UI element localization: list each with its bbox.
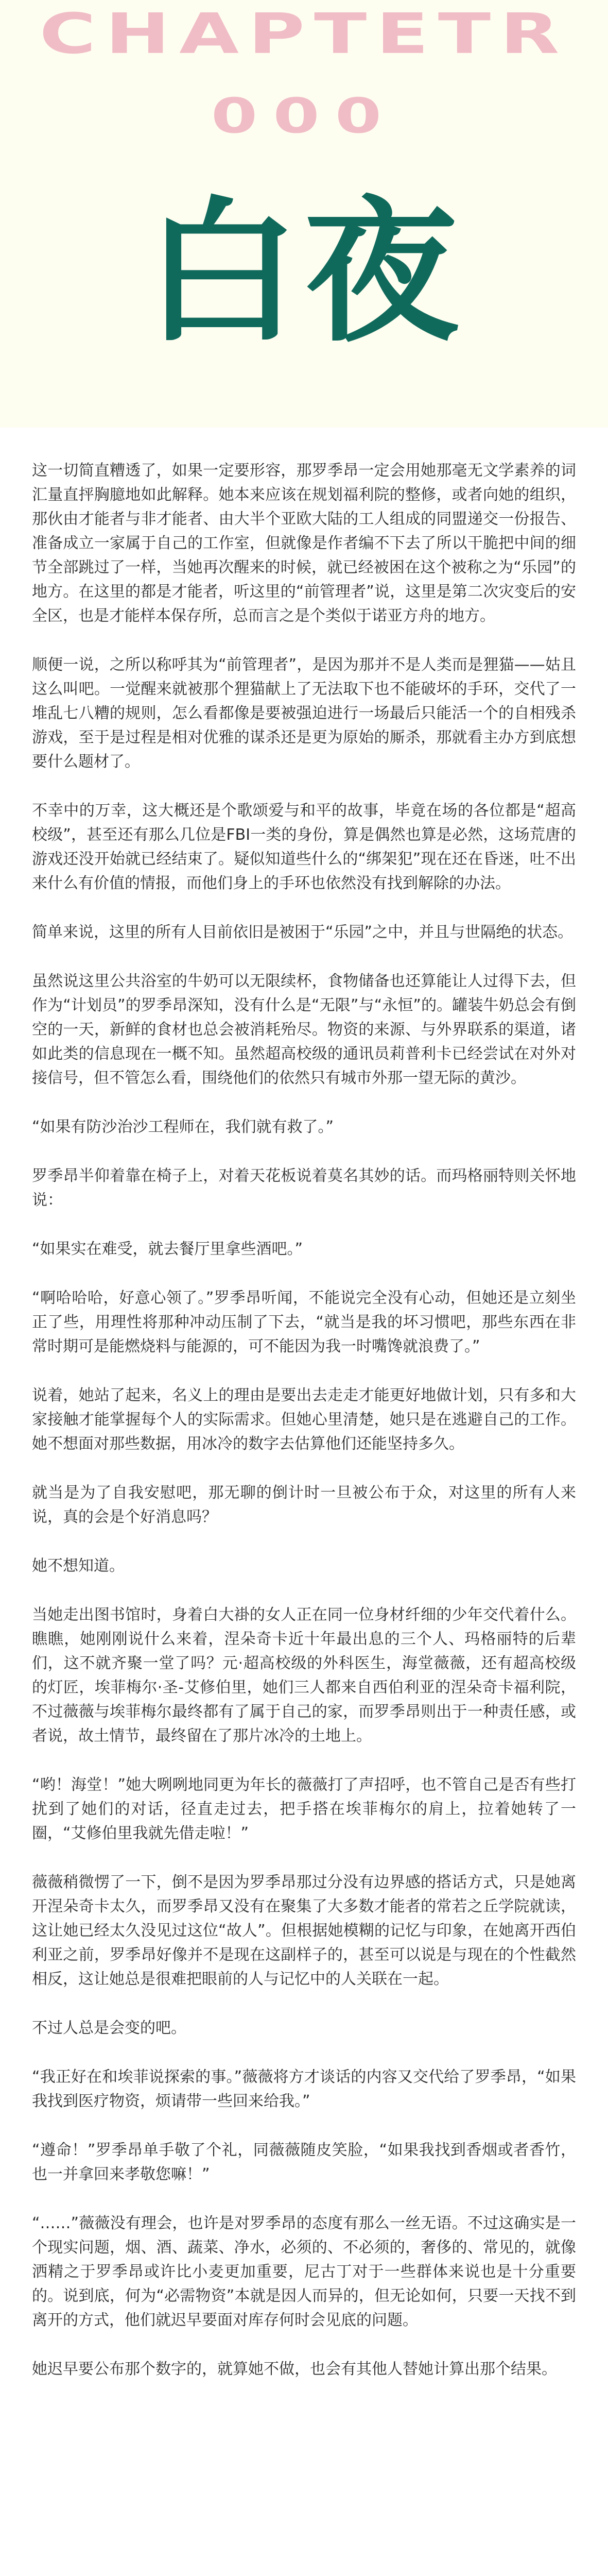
story-paragraph: 罗季昂半仰着靠在椅子上，对着天花板说着莫名其妙的话。而玛格丽特则关怀地说： xyxy=(32,1167,576,1209)
story-paragraph: 不幸中的万幸，这大概还是个歌颂爱与和平的故事，毕竟在场的各位都是“超高校级”，甚至还有那么几位是FBI一类的身份，算是偶然也算是必然，这场荒唐的游戏还没开始就已经结束了。疑似知道些什么的“绑架犯”现在还在昏迷，吐不出来什么有价值的情报，而他们身上的手环也依然没有找到解除的办法。 xyxy=(32,802,576,892)
story-paragraph: 顺便一说，之所以称呼其为“前管理者”，是因为那并不是人类而是狸猫——姑且这么叫吧。一觉醒来就被那个狸猫献上了无法取下也不能破坏的手环，交代了一堆乱七八糟的规则，怎么看都像是要被强迫进行一场最后只能活一个的自相残杀游戏，至于是过程是相对优雅的谋杀还是更为原始的厮杀，那就看主办方到底想要什么题材了。 xyxy=(32,656,576,771)
chapter-label: CHAPTETR xyxy=(39,2,569,66)
story-paragraph: 就当是为了自我安慰吧，那无聊的倒计时一旦被公布于众，对这里的所有人来说，真的会是个好消息吗？ xyxy=(32,1484,576,1526)
story-paragraph: 她迟早要公布那个数字的，就算她不做，也会有其他人替她计算出那个结果。 xyxy=(32,2360,557,2378)
story-paragraph: “遵命！”罗季昂单手敬了个礼，同薇薇随皮笑脸，“如果我找到香烟或者香竹，也一并拿回来孝敬您嘛！” xyxy=(32,2141,576,2183)
chapter-header xyxy=(0,0,608,428)
chapter-number: 000 xyxy=(211,88,397,144)
story-paragraph: 简单来说，这里的所有人目前依旧是被困于“乐园”之中，并且与世隔绝的状态。 xyxy=(32,923,574,941)
story-paragraph: 她不想知道。 xyxy=(32,1557,125,1575)
story-paragraph: 虽然说这里公共浴室的牛奶可以无限续杯，食物储备也还算能让人过得下去，但作为“计划员”的罗季昂深知，没有什么是“无限”与“永恒”的。罐装牛奶总会有倒空的一天，新鲜的食材也总会被消耗殆尽。物资的来源、与外界联系的渠道，诸如此类的信息现在一概不知。虽然超高校级的通讯员莉普利卡已经尝试在对外对接信号，但不管怎么看，围绕他们的依然只有城市外那一望无际的黄沙。 xyxy=(32,972,576,1087)
story-paragraph: “我正好在和埃菲说探索的事。”薇薇将方才谈话的内容又交代给了罗季昂，“如果我找到医疗物资，烦请带一些回来给我。” xyxy=(32,2068,576,2110)
story-paragraph: “……”薇薇没有理会，也许是对罗季昂的态度有那么一丝无语。不过这确实是一个现实问题，烟、酒、蔬菜、净水，必须的、不必须的，奢侈的、常见的，就像洒精之于罗季昂或许比小麦更加重要，尼古丁对于一些群体来说也是十分重要的。说到底，何为“必需物资”本就是因人而异的，但无论如何，只要一天找不到离开的方式，他们就迟早要面对库存何时会见底的问题。 xyxy=(32,2214,576,2329)
story-body xyxy=(0,428,608,2381)
story-paragraph: 当她走出图书馆时，身着白大褂的女人正在同一位身材纤细的少年交代着什么。瞧瞧，她刚刚说什么来着，涅朵奇卡近十年最出息的三个人、玛格丽特的后辈们，这不就齐聚一堂了吗？元·超高校级的外科医生，海堂薇薇，还有超高校级的灯匠，埃菲梅尔·圣-艾修伯里，她们三人都来自西伯利亚的涅朵奇卡福利院，不过薇薇与埃菲梅尔最终都有了属于自己的家，而罗季昂则出于一种责任感，或者说，故土情节，最终留在了那片冰冷的土地上。 xyxy=(32,1606,576,1745)
story-paragraph: 说着，她站了起来，名义上的理由是要出去走走才能更好地做计划，只有多和大家接触才能掌握每个人的实际需求。但她心里清楚，她只是在逃避自己的工作。她不想面对那些数据，用冰冷的数字去估算他们还能坚持多久。 xyxy=(32,1386,576,1453)
story-paragraph: 不过人总是会变的吧。 xyxy=(32,2019,186,2037)
chapter-title: 白夜 xyxy=(144,183,464,363)
story-paragraph: “如果实在难受，就去餐厅里拿些酒吧。” xyxy=(32,1240,303,1258)
story-paragraph: 薇薇稍微愣了一下，倒不是因为罗季昂那过分没有边界感的搭话方式，只是她离开涅朵奇卡太久，而罗季昂又没有在聚集了大多数才能者的常若之丘学院就读，这让她已经太久没见过这位“故人”。但根据她模糊的记忆与印象，在她离开西伯利亚之前，罗季昂好像并不是现在这副样子的，甚至可以说是与现在的个性截然相反，这让她总是很难把眼前的人与记忆中的人关联在一起。 xyxy=(32,1873,576,1988)
story-paragraph: 这一切简直糟透了，如果一定要形容，那罗季昂一定会用她那毫无文学素养的词汇量直抨胸臆地如此解释。她本来应该在规划福利院的整修，或者向她的组织，那伙由才能者与非才能者、由大半个亚欧大陆的工人组成的同盟递交一份报告、准备成立一家属于自己的工作室，但就像是作者编不下去了所以干脆把中间的细节全部跳过了一样，当她再次醒来的时候，就已经被困在这个被称之为“乐园”的地方。在这里的都是才能者，听这里的“前管理者”说，这里是第二次灾变后的安全区，也是才能样本保存所，总而言之是个类似于诺亚方舟的地方。 xyxy=(32,462,576,625)
story-paragraph: “啊哈哈哈，好意心领了。”罗季昂听闻，不能说完全没有心动，但她还是立刻坐正了些，用理性将那种冲动压制了下去，“就当是我的坏习惯吧，那些东西在非常时期可是能燃烧料与能源的，可不能因为我一时嘴馋就浪费了。” xyxy=(32,1289,576,1355)
story-paragraph: “如果有防沙治沙工程师在，我们就有救了。” xyxy=(32,1118,334,1136)
story-paragraph: “哟！海堂！”她大咧咧地同更为年长的薇薇打了声招呼，也不管自己是否有些打扰到了她们的对话，径直走过去，把手搭在埃菲梅尔的肩上，拉着她转了一圈，“艾修伯里我就先借走啦！” xyxy=(32,1776,576,1842)
